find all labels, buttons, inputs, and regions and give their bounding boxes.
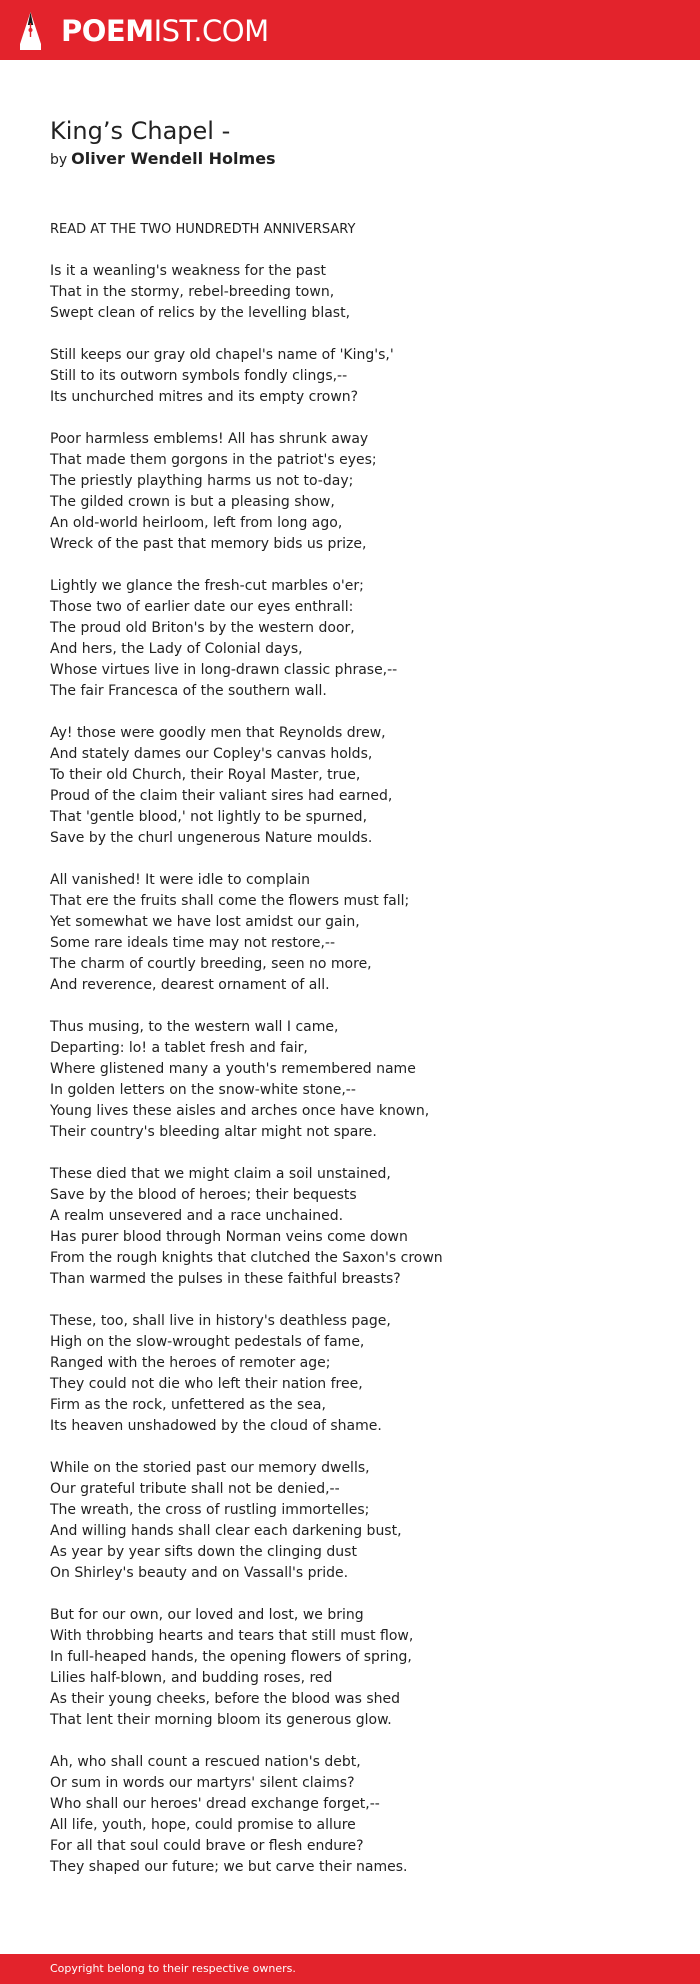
poem-line: Is it a weanling's weakness for the past [50, 263, 327, 279]
poem-line: That in the stormy, rebel-breeding town, [50, 284, 335, 300]
poem-line: The charm of courtly breeding, seen no more, [50, 956, 372, 972]
poem-line: On Shirley's beauty and on Vassall's pride. [50, 1565, 349, 1581]
stanza [50, 1458, 670, 1584]
poem-line: With throbbing hearts and tears that still must flow, [50, 1628, 414, 1644]
stanza [50, 345, 670, 408]
poem-line: All life, youth, hope, could promise to allure [50, 1817, 356, 1833]
poem-line: Those two of earlier date our eyes enthrall: [50, 599, 354, 615]
pen-nib-icon [18, 11, 43, 51]
stanza [50, 723, 670, 849]
stanza [50, 261, 670, 324]
poem-line: And stately dames our Copley's canvas holds, [50, 746, 373, 762]
poem-line: Poor harmless emblems! All has shrunk away [50, 431, 369, 447]
poem-line: That lent their morning bloom its generous glow. [50, 1712, 392, 1728]
poem-line: The priestly plaything harms us not to-day; [50, 473, 354, 489]
poem-line: To their old Church, their Royal Master, true, [50, 767, 361, 783]
poem-line: The proud old Briton's by the western door, [50, 620, 355, 636]
poem-line: As year by year sifts down the clinging dust [50, 1544, 357, 1560]
poem-line: Still keeps our gray old chapel's name of 'King's,' [50, 347, 394, 363]
poem-line: Young lives these aisles and arches once have known, [50, 1103, 430, 1119]
poem-line: Its heaven unshadowed by the cloud of shame. [50, 1418, 382, 1434]
poem-subtitle: READ AT THE TWO HUNDREDTH ANNIVERSARY [50, 222, 356, 237]
poem-byline [50, 147, 276, 172]
poem-line: For all that soul could brave or flesh endure? [50, 1838, 364, 1854]
poem-line: Who shall our heroes' dread exchange forget,-- [50, 1796, 380, 1812]
poem-line: Or sum in words our martyrs' silent claims? [50, 1775, 355, 1791]
stanza [50, 1311, 670, 1437]
poem-line: Proud of the claim their valiant sires had earned, [50, 788, 393, 804]
poem-line: Its unchurched mitres and its empty crown? [50, 389, 359, 405]
logo-text-light: IST.COM [153, 14, 269, 48]
poem-line: That 'gentle blood,' not lightly to be spurned, [50, 809, 368, 825]
poem-line: High on the slow-wrought pedestals of fame, [50, 1334, 365, 1350]
poem-line: They could not die who left their nation free, [50, 1376, 363, 1392]
poem-line: Where glistened many a youth's remembered name [50, 1061, 416, 1077]
poem-line: Some rare ideals time may not restore,-- [50, 935, 336, 951]
by-label: by [50, 152, 68, 168]
poem-line: Ranged with the heroes of remoter age; [50, 1355, 331, 1371]
poem-line: These died that we might claim a soil unstained, [50, 1166, 391, 1182]
copyright-notice: Copyright belong to their respective owners. [50, 1962, 296, 1975]
poem-line: Save by the blood of heroes; their bequests [50, 1187, 357, 1203]
poem-title: King’s Chapel - [50, 117, 231, 145]
poem-line: That ere the fruits shall come the flowers must fall; [50, 893, 410, 909]
poem-line: Departing: lo! a tablet fresh and fair, [50, 1040, 308, 1056]
poem-line: From the rough knights that clutched the Saxon's crown [50, 1250, 443, 1266]
poem-line: Wreck of the past that memory bids us prize, [50, 536, 367, 552]
stanza [50, 429, 670, 555]
poem-line: Ay! those were goodly men that Reynolds drew, [50, 725, 386, 741]
poem-line: Thus musing, to the western wall I came, [50, 1019, 339, 1035]
poem-line: The wreath, the cross of rustling immortelles; [50, 1502, 370, 1518]
stanza [50, 576, 670, 702]
poem-line: Our grateful tribute shall not be denied,-- [50, 1481, 340, 1497]
poem-line: The fair Francesca of the southern wall. [50, 683, 327, 699]
poem-line: As their young cheeks, before the blood was shed [50, 1691, 401, 1707]
poem-line: Whose virtues live in long-drawn classic phrase,-- [50, 662, 398, 678]
poem-line: Lightly we glance the fresh-cut marbles o'er; [50, 578, 364, 594]
poem-line: Yet somewhat we have lost amidst our gain, [50, 914, 360, 930]
poem-line: These, too, shall live in history's deathless page, [50, 1313, 391, 1329]
site-footer [0, 1954, 700, 1984]
stanza [50, 1752, 670, 1878]
stanza [50, 1017, 670, 1143]
poem-line: That made them gorgons in the patriot's eyes; [50, 452, 377, 468]
stanza-list [50, 261, 670, 1878]
poem-line: Lilies half-blown, and budding roses, red [50, 1670, 333, 1686]
poem-body [50, 219, 670, 1899]
poem-line: Firm as the rock, unfettered as the sea, [50, 1397, 326, 1413]
poem-line: And willing hands shall clear each darkening bust, [50, 1523, 402, 1539]
site-logo-link[interactable] [18, 11, 269, 51]
poem-line: Swept clean of relics by the levelling blast, [50, 305, 351, 321]
stanza [50, 1605, 670, 1731]
poem-line: The gilded crown is but a pleasing show, [50, 494, 335, 510]
poem-line: But for our own, our loved and lost, we bring [50, 1607, 364, 1623]
poem-line: Ah, who shall count a rescued nation's debt, [50, 1754, 361, 1770]
stanza [50, 870, 670, 996]
poem-line: And reverence, dearest ornament of all. [50, 977, 330, 993]
stanza [50, 1164, 670, 1290]
poem-line: Save by the churl ungenerous Nature moulds. [50, 830, 373, 846]
author-link[interactable]: Oliver Wendell Holmes [71, 149, 276, 168]
poem-line: While on the storied past our memory dwells, [50, 1460, 370, 1476]
poem-line: And hers, the Lady of Colonial days, [50, 641, 303, 657]
poem-line: In full-heaped hands, the opening flowers of spring, [50, 1649, 412, 1665]
site-logo-text [61, 11, 269, 51]
logo-text-bold: POEM [61, 14, 154, 48]
poem-line: Has purer blood through Norman veins come down [50, 1229, 408, 1245]
poem-line: An old-world heirloom, left from long ago, [50, 515, 343, 531]
poem-line: All vanished! It were idle to complain [50, 872, 311, 888]
poem-line: Than warmed the pulses in these faithful breasts? [50, 1271, 401, 1287]
poem-line: Their country's bleeding altar might not spare. [50, 1124, 377, 1140]
poem-line: They shaped our future; we but carve their names. [50, 1859, 408, 1875]
poem-line: In golden letters on the snow-white stone,-- [50, 1082, 356, 1098]
poem-line: Still to its outworn symbols fondly clings,-- [50, 368, 348, 384]
site-header [0, 0, 700, 60]
poem-line: A realm unsevered and a race unchained. [50, 1208, 344, 1224]
